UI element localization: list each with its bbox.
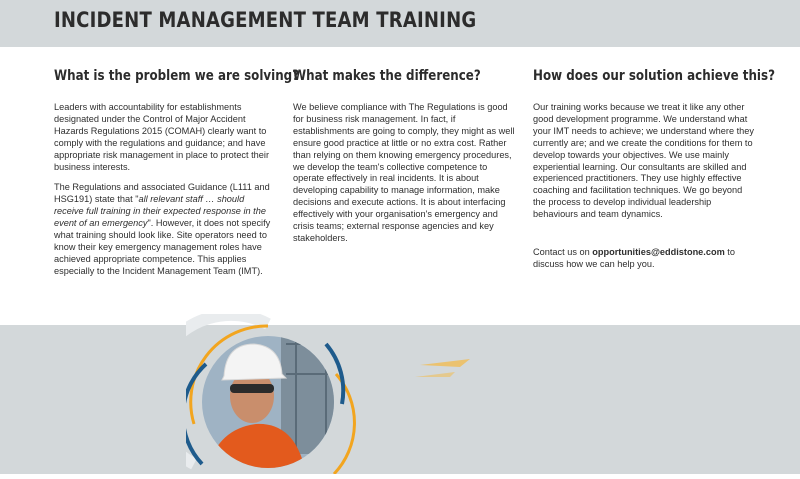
contact-email-link[interactable]: opportunities@eddistone.com [592, 247, 725, 258]
difference-column [293, 68, 515, 254]
problem-column [54, 68, 300, 287]
problem-text-a: The Regulations and associated Guidance (L111 and HSG191) state that " [54, 182, 270, 205]
safety-glasses [230, 384, 274, 393]
accent-streak-2 [415, 372, 455, 377]
problem-heading: What is the problem we are solving? [54, 68, 300, 84]
solution-heading: How does our solution achieve this? [533, 68, 775, 84]
contact-text [533, 247, 755, 271]
regulation-quote: all relevant staff … should receive full training in their expected response in the event of an emergency [54, 194, 266, 229]
contact-prefix: Contact us on [533, 247, 593, 258]
solution-column [533, 68, 775, 280]
engineer-photo [186, 314, 356, 479]
footer-decoration [0, 325, 800, 474]
problem-text-b: ". However, it does not specify what training should look like. Site operators need to know their key emergency management roles have achieved appropriate competence. This applies especially to the Incident Management Team (IMT). [54, 218, 271, 276]
solution-paragraph: Our training works because we treat it like any other good development programme. We understand what your IMT needs to achieve; we understand where they currently are; and we create the conditions for them to develop towards your objectives. We use mainly experiential learning. Our consultants are skilled and experienced practitioners. They use highly effective coaching and facilitation techniques. We go beyond the process to develop individual leadership behaviours and team dynamics. [533, 102, 754, 220]
contact-suffix: to discuss how we can help you. [533, 247, 735, 269]
photo-illustration [186, 314, 356, 474]
footer-band [0, 325, 800, 474]
difference-heading: What makes the difference? [293, 68, 481, 84]
accent-streak [420, 359, 470, 367]
blue-ring-arc [186, 364, 206, 464]
difference-paragraph: We believe compliance with The Regulations is good for business risk management. In fact, if establishments are going to comply, they might as well ensure good practice at little or no extra cost. Rather than relying on them knowing emergency procedures, we develop the team's collective competence to operate effectively in real incidents. It is about developing capability to manage information, make decisions and execute actions. It is about interfacing effectively with your organisation's emergency and crisis teams; external response agencies and key stakeholders. [293, 102, 515, 243]
problem-paragraph-2 [54, 182, 276, 277]
problem-paragraph-1: Leaders with accountability for establishments designated under the Control of Major Accident Hazards Regulations 2015 (COMAH) clearly want to comply with the regulations and guidance; and have appropriate risk management in place to protect their business interests. [54, 102, 270, 172]
page-title: INCIDENT MANAGEMENT TEAM TRAINING [54, 8, 477, 32]
